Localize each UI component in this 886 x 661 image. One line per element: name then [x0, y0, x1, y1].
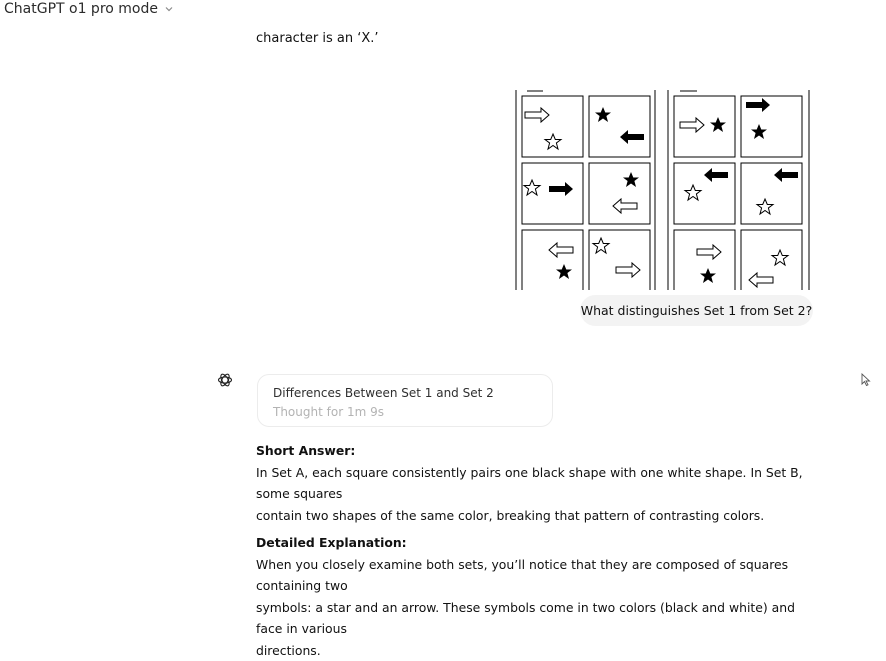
short-answer-heading: Short Answer:	[256, 440, 818, 462]
user-message-text: What distinguishes Set 1 from Set 2?	[581, 303, 813, 318]
user-message-bubble	[580, 295, 813, 326]
detailed-line: When you closely examine both sets, you’ll notice that they are composed of squares containing two	[256, 554, 818, 597]
reasoning-title: Differences Between Set 1 and Set 2	[273, 386, 537, 400]
chevron-down-icon	[164, 4, 174, 14]
attached-puzzle-image[interactable]	[515, 90, 811, 290]
detailed-line: directions.	[256, 640, 818, 661]
reasoning-duration: Thought for 1m 9s	[273, 405, 537, 419]
short-answer-line: In Set A, each square consistently pairs one black shape with one white shape. In Set B, some squares	[256, 462, 818, 505]
short-answer-line: contain two shapes of the same color, breaking that pattern of contrasting colors.	[256, 505, 818, 527]
mouse-pointer-icon	[861, 372, 871, 386]
reasoning-summary-card[interactable]	[257, 374, 553, 427]
detailed-heading: Detailed Explanation:	[256, 532, 818, 554]
previous-message-text: character is an ‘X.’	[256, 31, 379, 46]
assistant-response	[256, 440, 818, 661]
model-selector[interactable]	[4, 0, 174, 18]
detailed-line: symbols: a star and an arrow. These symbols come in two colors (black and white) and face in various	[256, 597, 818, 640]
model-title: ChatGPT o1 pro mode	[4, 1, 158, 17]
openai-logo-icon	[217, 372, 233, 388]
